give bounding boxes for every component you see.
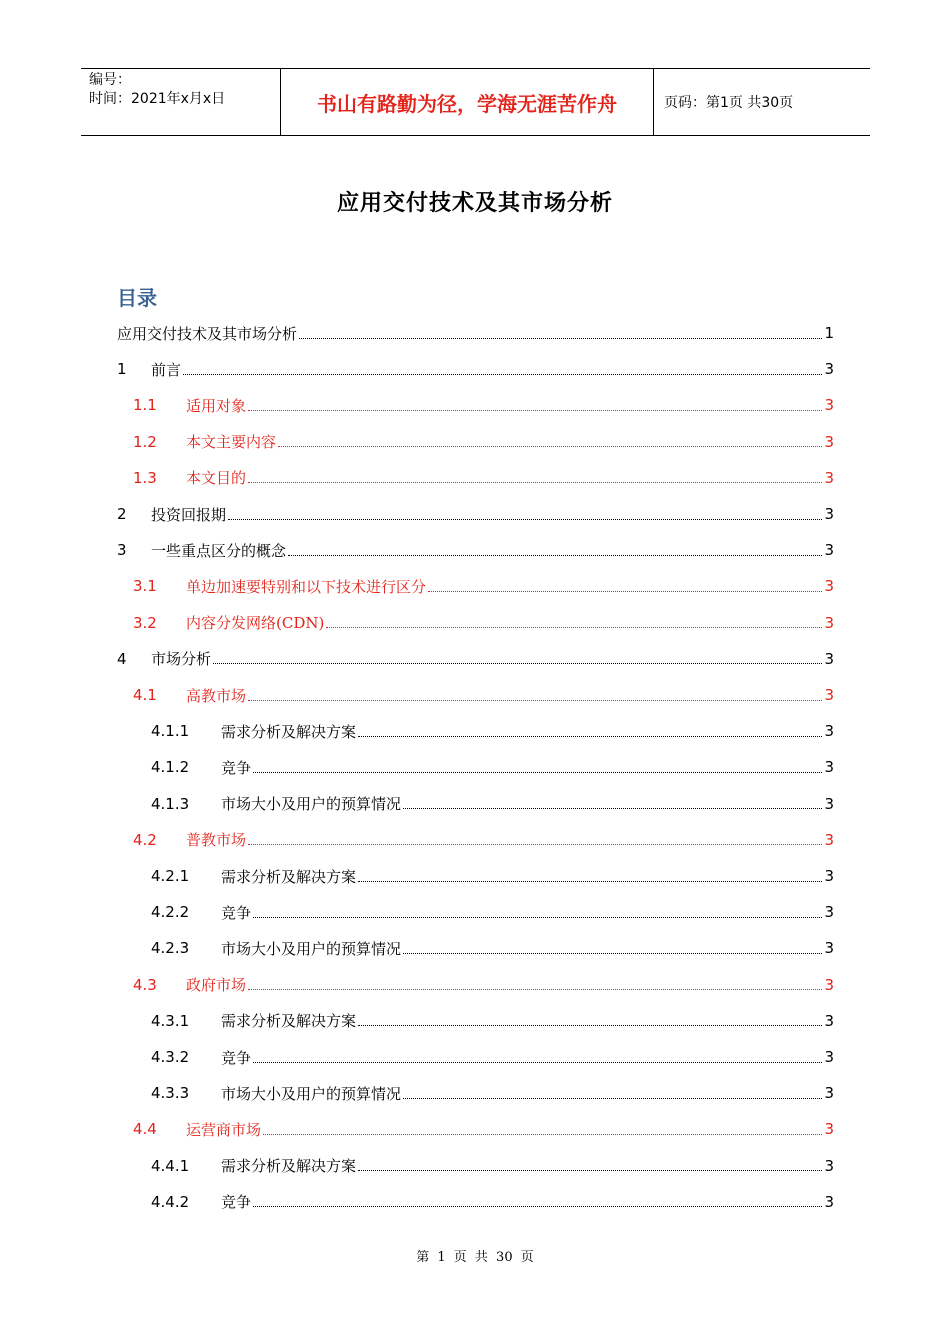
toc-dot-leader (183, 374, 822, 375)
toc-entry-page: 3 (824, 1011, 834, 1030)
toc-dot-leader (326, 627, 822, 628)
page-footer: 第 1 页 共 30 页 (416, 1250, 534, 1265)
toc-entry-title: 一些重点区分的概念 (151, 541, 287, 560)
toc-dot-leader (403, 953, 822, 954)
toc-entry-page: 3 (824, 396, 834, 415)
toc-dot-leader (358, 736, 822, 737)
toc-entry[interactable] (117, 644, 834, 674)
header-motto-cell (281, 69, 654, 135)
toc-dot-leader (253, 917, 822, 918)
toc-entry[interactable] (151, 897, 834, 927)
toc-dot-leader (358, 881, 822, 882)
toc-entry-page: 3 (824, 1048, 834, 1066)
toc-entry[interactable] (151, 1078, 834, 1108)
toc-entry-page: 3 (824, 468, 834, 487)
toc-entry-title: 本文目的 (186, 469, 247, 488)
toc-entry-title: 适用对象 (186, 396, 247, 415)
toc-entry-number: 3 (117, 541, 127, 560)
toc-entry[interactable] (117, 354, 834, 384)
toc-dot-leader (278, 446, 822, 447)
toc-dot-leader (248, 700, 822, 701)
toc-entry-number: 4.3.2 (151, 1048, 190, 1066)
toc-entry-title: 应用交付技术及其市场分析 (117, 324, 298, 343)
header-page-cell (654, 69, 870, 135)
toc-entry-number: 4.1.3 (151, 794, 190, 813)
toc-entry-title: 本文主要内容 (186, 433, 277, 452)
toc-entry-page: 3 (824, 505, 834, 523)
toc-dot-leader (403, 1098, 822, 1099)
toc-entry[interactable] (117, 499, 834, 529)
toc-entry-page: 3 (824, 686, 834, 704)
toc-entry-title: 需求分析及解决方案 (221, 1012, 357, 1031)
toc-entry[interactable] (151, 1006, 834, 1036)
toc-dot-leader (248, 989, 822, 990)
toc-entry[interactable] (151, 789, 834, 819)
toc-entry-title: 竞争 (221, 1048, 252, 1067)
toc-entry-number: 4.4 (133, 1120, 157, 1139)
toc-entry-page: 3 (824, 867, 834, 885)
toc-entry-number: 4.1.2 (151, 758, 190, 777)
toc-dot-leader (403, 808, 822, 809)
toc-dot-leader (253, 1206, 822, 1207)
toc-entry-page: 3 (824, 1156, 834, 1175)
toc-entry-page: 3 (824, 613, 834, 632)
header-page-info: 页码：第1页 共30页 (664, 95, 794, 111)
toc-entry-number: 4.2.2 (151, 903, 190, 922)
time-label: 时间：2021年x月x日 (89, 91, 226, 107)
toc-heading: 目录 (117, 286, 157, 310)
toc-entry-title: 竞争 (221, 1193, 252, 1212)
toc-entry-page: 1 (824, 324, 834, 342)
toc-entry[interactable] (151, 716, 834, 746)
toc-entry-number: 1.3 (133, 468, 157, 487)
toc-dot-leader (358, 1170, 822, 1171)
toc-entry-title: 需求分析及解决方案 (221, 1157, 357, 1176)
toc-entry-page: 3 (824, 360, 834, 379)
toc-dot-leader (213, 663, 822, 664)
toc-entry-title: 运营商市场 (186, 1120, 262, 1139)
toc-entry-page: 3 (824, 1084, 834, 1103)
toc-dot-leader (248, 844, 822, 845)
toc-entry[interactable] (151, 861, 834, 891)
toc-entry-title: 需求分析及解决方案 (221, 722, 357, 741)
toc-dot-leader (428, 591, 822, 592)
document-title: 应用交付技术及其市场分析 (336, 191, 613, 216)
toc-dot-leader (253, 1062, 822, 1063)
toc-entry-number: 3.2 (133, 613, 157, 632)
toc-entry-number: 4.3 (133, 975, 157, 994)
toc-entry[interactable] (133, 680, 834, 710)
toc-entry-page: 3 (824, 975, 834, 994)
toc-entry-page: 3 (824, 903, 834, 922)
toc-entry[interactable] (133, 608, 834, 638)
toc-entry[interactable] (151, 1187, 834, 1217)
toc-dot-leader (288, 555, 822, 556)
toc-entry-title: 需求分析及解决方案 (221, 867, 357, 886)
toc-entry-number: 4.2.3 (151, 939, 190, 958)
toc-entry-title: 普教市场 (186, 831, 247, 850)
toc-dot-leader (248, 482, 822, 483)
toc-dot-leader (299, 338, 822, 339)
toc-entry[interactable] (133, 463, 834, 493)
toc-entry-title: 市场大小及用户的预算情况 (221, 939, 402, 958)
toc-entry-number: 1.1 (133, 396, 157, 415)
header-meta-cell (81, 69, 281, 135)
toc-entry-title: 竞争 (221, 903, 252, 922)
toc-entry[interactable] (151, 933, 834, 963)
toc-entry[interactable] (133, 427, 834, 457)
toc-entry-number: 4 (117, 649, 127, 668)
toc-entry-page: 3 (824, 649, 834, 668)
toc-entry-page: 3 (824, 758, 834, 777)
toc-dot-leader (228, 519, 822, 520)
toc-entry-number: 4.2 (133, 830, 157, 849)
toc-entry-number: 4.4.1 (151, 1156, 190, 1175)
toc-entry-page: 3 (824, 577, 834, 596)
toc-entry-page: 3 (824, 794, 834, 813)
toc-entry[interactable] (151, 1151, 834, 1181)
toc-entry-number: 4.4.2 (151, 1192, 190, 1211)
toc-entry[interactable] (117, 535, 834, 565)
toc-entry[interactable] (117, 318, 834, 348)
toc-entry-title: 市场分析 (151, 650, 212, 669)
toc-entry-number: 4.1.1 (151, 722, 190, 741)
toc-entry[interactable] (133, 571, 834, 601)
toc-entry-page: 3 (824, 541, 834, 560)
toc-entry-title: 市场大小及用户的预算情况 (221, 795, 402, 814)
toc-entry[interactable] (151, 1042, 834, 1072)
toc-entry-number: 4.3.1 (151, 1011, 190, 1030)
toc-entry-page: 3 (824, 432, 834, 451)
toc-entry-title: 高教市场 (186, 686, 247, 705)
toc-entry-title: 市场大小及用户的预算情况 (221, 1084, 402, 1103)
toc-entry-page: 3 (824, 1120, 834, 1139)
toc-entry-number: 4.1 (133, 686, 157, 704)
toc-entry-page: 3 (824, 1192, 834, 1211)
toc-entry-number: 4.3.3 (151, 1084, 190, 1103)
toc-dot-leader (263, 1134, 822, 1135)
toc-entry-number: 4.2.1 (151, 867, 190, 885)
toc-entry-title: 单边加速要特别和以下技术进行区分 (186, 577, 427, 596)
page-header (81, 68, 870, 136)
toc-entry[interactable] (133, 825, 834, 855)
toc-entry[interactable] (133, 390, 834, 420)
toc-entry[interactable] (151, 752, 834, 782)
toc-entry-number: 3.1 (133, 577, 157, 596)
serial-label: 编号： (89, 72, 131, 88)
toc-entry-number: 1 (117, 360, 127, 379)
toc-entry-title: 前言 (151, 360, 182, 379)
toc-entry-number: 1.2 (133, 432, 157, 451)
toc-dot-leader (358, 1025, 822, 1026)
toc-entry-number: 2 (117, 505, 127, 523)
toc-entry-page: 3 (824, 830, 834, 849)
toc-entry-page: 3 (824, 939, 834, 958)
toc-entry-title: 投资回报期 (151, 505, 227, 524)
toc-entry-page: 3 (824, 722, 834, 741)
toc-entry[interactable] (133, 970, 834, 1000)
toc-entry-title: 竞争 (221, 758, 252, 777)
header-motto: 书山有路勤为径，学海无涯苦作舟 (317, 91, 617, 116)
toc-entry-title: 政府市场 (186, 976, 247, 995)
toc-dot-leader (248, 410, 822, 411)
toc-dot-leader (253, 772, 822, 773)
toc-entry-title: 内容分发网络(CDN) (186, 614, 325, 633)
toc-entry[interactable] (133, 1114, 834, 1144)
